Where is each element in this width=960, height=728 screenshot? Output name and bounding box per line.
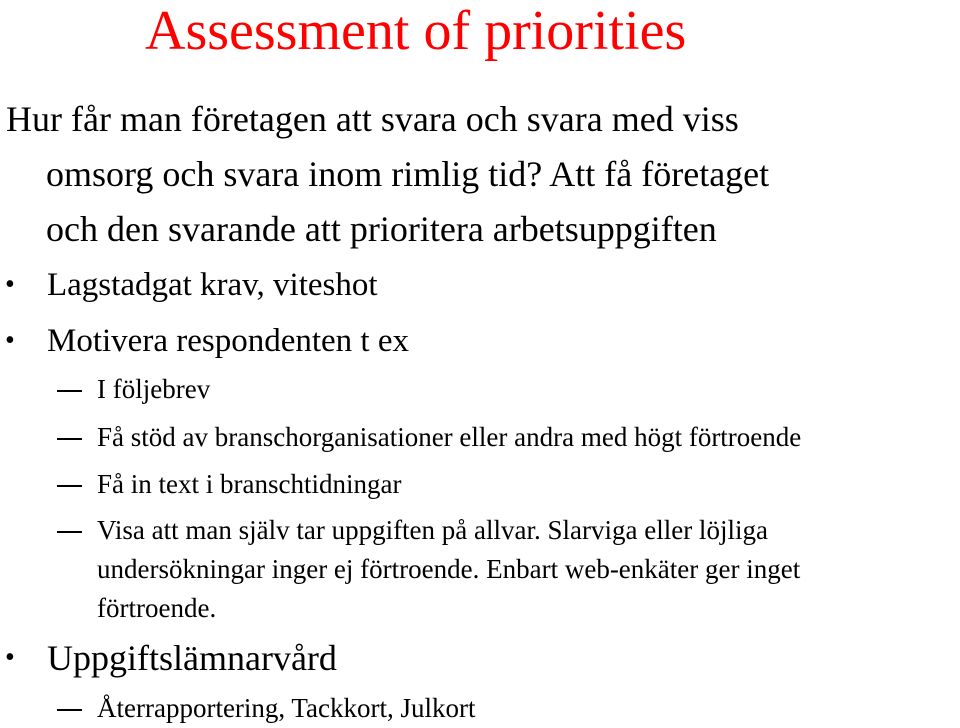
- intro-paragraph: [6, 92, 956, 257]
- sub-bullet-line: Visa att man själv tar uppgiften på allvar. Slarviga eller löjliga: [97, 515, 768, 545]
- dash-icon: [57, 390, 82, 392]
- intro-line-3: och den svarande att prioritera arbetsuppgiften: [46, 209, 717, 249]
- bullet-text: Uppgiftslämnarvård: [47, 638, 337, 678]
- dash-icon: [57, 438, 82, 440]
- bullet-icon: •: [5, 325, 15, 356]
- sub-bullet-text: Få in text i branschtidningar: [97, 469, 402, 499]
- dash-icon: [57, 531, 82, 533]
- bullet-icon: •: [5, 269, 15, 300]
- sub-bullet-line: undersökningar inger ej förtroende. Enbart web-enkäter ger inget: [97, 554, 801, 584]
- sub-bullet-text: I följebrev: [97, 374, 211, 404]
- intro-line-2: omsorg och svara inom rimlig tid? Att få företaget: [46, 154, 770, 194]
- sub-bullet-text: [97, 511, 800, 628]
- sub-bullet-text: Få stöd av branschorganisationer eller andra med högt förtroende: [97, 422, 802, 452]
- sub-bullet-text: Återrapportering, Tackkort, Julkort: [97, 693, 476, 723]
- sub-bullet-line: förtroende.: [97, 593, 217, 623]
- bullet-text: Lagstadgat krav, viteshot: [47, 267, 378, 303]
- intro-line-1: Hur får man företagen att svara och svara med viss: [6, 99, 739, 139]
- bullet-text: Motivera respondenten t ex: [47, 323, 409, 359]
- dash-icon: [57, 709, 82, 711]
- slide-title: Assessment of priorities: [145, 0, 687, 62]
- bullet-icon: •: [5, 642, 15, 673]
- dash-icon: [57, 485, 82, 487]
